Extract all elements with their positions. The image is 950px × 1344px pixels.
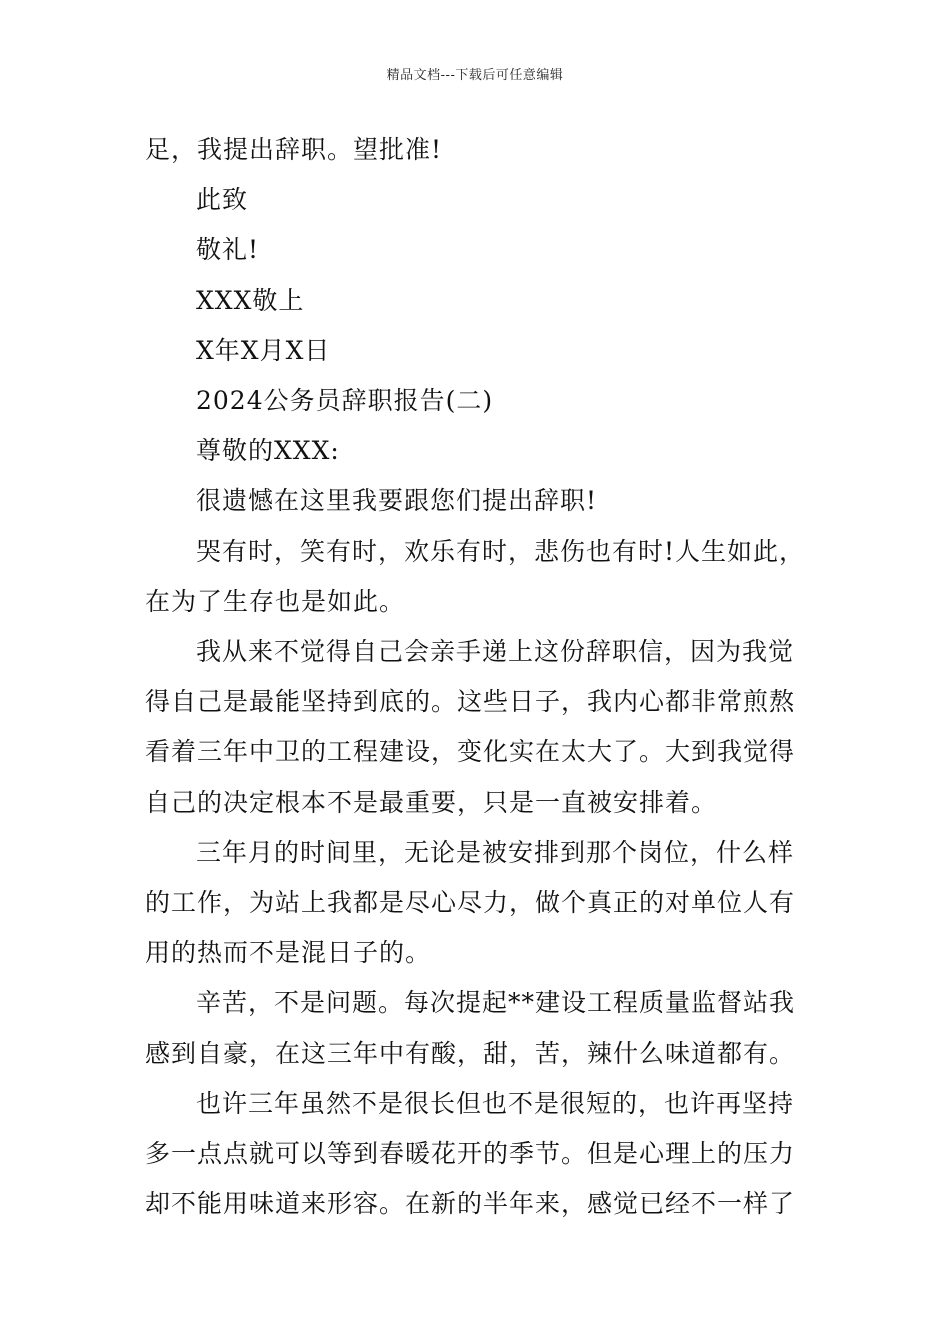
paragraph: 三年月的时间里，无论是被安排到那个岗位，什么样的工作，为站上我都是尽心尽力，做个真正的对单位人有用的热而不是混日子的。 [145, 837, 796, 968]
paragraph-continuation: 足，我提出辞职。望批准! [145, 135, 443, 164]
section-title: 2024公务员辞职报告(二) [196, 386, 494, 416]
document-body [145, 125, 810, 1229]
paragraph: 我从来不觉得自己会亲手递上这份辞职信，因为我觉得自己是最能坚持到底的。这些日子，我内心都非常煎熬看着三年中卫的工程建设，变化实在太大了。大到我觉得自己的决定根本不是最重要，只是一直被安排着。 [145, 637, 796, 817]
paragraph: 哭有时，笑有时，欢乐有时，悲伤也有时!人生如此，在为了生存也是如此。 [145, 536, 806, 616]
paragraph: 也许三年虽然不是很长但也不是很短的，也许再坚持多一点点就可以等到春暖花开的季节。但是心理上的压力却不能用味道来形容。在新的半年来，感觉已经不一样了 [145, 1088, 796, 1219]
paragraph: 辛苦，不是问题。每次提起**建设工程质量监督站我感到自豪，在这三年中有酸，甜，苦，辣什么味道都有。 [145, 988, 796, 1068]
page-header: 精品文档---下载后可任意编辑 [386, 68, 564, 83]
closing-line-cizhi: 此致 [196, 185, 249, 215]
paragraph: 很遗憾在这里我要跟您们提出辞职! [196, 486, 598, 516]
date-line: X年X月X日 [196, 335, 331, 365]
signature-line: XXX敬上 [196, 285, 305, 315]
salutation: 尊敬的XXX: [196, 436, 340, 466]
closing-line-jingli: 敬礼! [196, 235, 260, 265]
